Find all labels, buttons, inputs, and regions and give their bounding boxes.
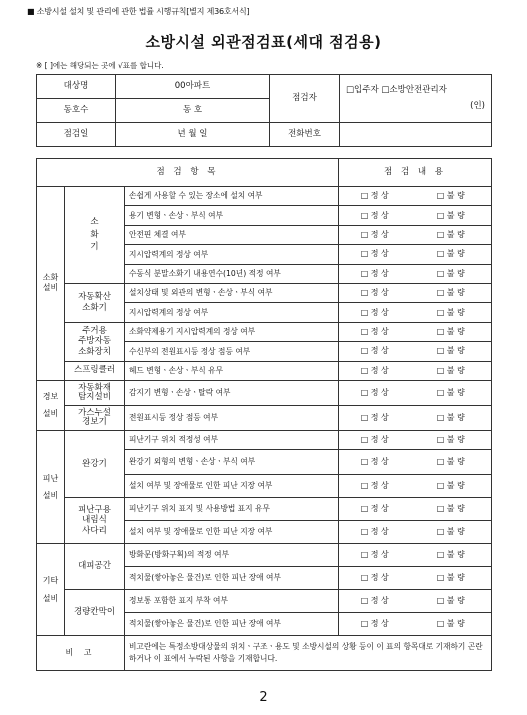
check-item: 수동식 분말소화기 내용연수(10년) 적정 여부 xyxy=(125,264,339,283)
normal-checkbox[interactable]: □ 정 상 xyxy=(339,590,411,613)
form-header-note: ■ 소방시설 설치 및 관리에 관한 법률 시행규칙[별지 제36호서식] xyxy=(27,7,250,16)
check-item: 설치 여부 및 장애물로 인한 피난 지장 여부 xyxy=(125,475,339,498)
inspection-checklist-table xyxy=(36,158,492,671)
page-number: 2 xyxy=(259,690,268,705)
normal-checkbox[interactable]: □ 정 상 xyxy=(339,361,411,380)
remarks-label: 비 고 xyxy=(37,636,125,671)
subcategory-sprinkler: 스프링클러 xyxy=(65,361,125,380)
check-item: 적치물(쌓아놓은 물건)로 인한 피난 장애 여부 xyxy=(125,613,339,636)
unit-label: 동호수 xyxy=(37,99,116,123)
items-header: 점 검 항 목 xyxy=(37,159,339,187)
normal-checkbox[interactable]: □ 정 상 xyxy=(339,430,411,449)
subcategory-lightweight-partition: 경량칸막이 xyxy=(65,590,125,636)
defect-checkbox[interactable]: □ 불 량 xyxy=(411,380,492,405)
check-item: 전원표시등 정상 점등 여부 xyxy=(125,405,339,430)
subcategory-descender: 완강기 xyxy=(65,430,125,497)
category-alarm: 경보 설비 xyxy=(37,380,65,430)
normal-checkbox[interactable]: □ 정 상 xyxy=(339,225,411,244)
normal-checkbox[interactable]: □ 정 상 xyxy=(339,322,411,341)
check-item: 지시압력계의 정상 여부 xyxy=(125,245,339,264)
check-item: 적치물(쌓아놓은 물건)로 인한 피난 장애 여부 xyxy=(125,567,339,590)
normal-checkbox[interactable]: □ 정 상 xyxy=(339,342,411,361)
target-name-label: 대상명 xyxy=(37,75,116,99)
check-item: 소화약제용기 지시압력계의 정상 여부 xyxy=(125,322,339,341)
check-item: 지시압력계의 정상 여부 xyxy=(125,303,339,322)
check-item: 용기 변형ㆍ손상ㆍ부식 여부 xyxy=(125,206,339,225)
category-fire-suppression: 소화 설비 xyxy=(37,187,65,381)
normal-checkbox[interactable]: □ 정 상 xyxy=(339,450,411,475)
normal-checkbox[interactable]: □ 정 상 xyxy=(339,613,411,636)
check-item: 손쉽게 사용할 수 있는 장소에 설치 여부 xyxy=(125,187,339,206)
inspector-label: 점검자 xyxy=(270,75,340,123)
check-item: 완강기 외형의 변형ㆍ손상ㆍ부식 여부 xyxy=(125,450,339,475)
normal-checkbox[interactable]: □ 정 상 xyxy=(339,567,411,590)
defect-checkbox[interactable]: □ 불 량 xyxy=(411,498,492,521)
subcategory-kitchen-auto-extinguisher: 주거용 주방자동 소화장치 xyxy=(65,322,125,361)
phone-label: 전화번호 xyxy=(270,123,340,147)
subcategory-gas-leak-alarm: 가스누설 경보기 xyxy=(65,405,125,430)
defect-checkbox[interactable]: □ 불 량 xyxy=(411,613,492,636)
normal-checkbox[interactable]: □ 정 상 xyxy=(339,521,411,544)
defect-checkbox[interactable]: □ 불 량 xyxy=(411,567,492,590)
form-title: 소방시설 외관점검표(세대 점검용) xyxy=(145,33,382,51)
defect-checkbox[interactable]: □ 불 량 xyxy=(411,225,492,244)
defect-checkbox[interactable]: □ 불 량 xyxy=(411,303,492,322)
inspection-info-table xyxy=(36,74,492,147)
check-item: 헤드 변형ㆍ손상ㆍ부식 유무 xyxy=(125,361,339,380)
defect-checkbox[interactable]: □ 불 량 xyxy=(411,361,492,380)
defect-checkbox[interactable]: □ 불 량 xyxy=(411,245,492,264)
inspector-type-checkboxes[interactable]: □입주자 □소방안전관리자 xyxy=(346,85,447,96)
seal-mark: (인) xyxy=(470,101,485,111)
check-item: 피난기구 위치 적정성 여부 xyxy=(125,430,339,449)
defect-checkbox[interactable]: □ 불 량 xyxy=(411,322,492,341)
normal-checkbox[interactable]: □ 정 상 xyxy=(339,303,411,322)
subcategory-auto-spread-extinguisher: 자동확산 소화기 xyxy=(65,283,125,322)
normal-checkbox[interactable]: □ 정 상 xyxy=(339,206,411,225)
defect-checkbox[interactable]: □ 불 량 xyxy=(411,450,492,475)
check-item: 설치 여부 및 장애물로 인한 피난 지장 여부 xyxy=(125,521,339,544)
subcategory-evacuation-space: 대피공간 xyxy=(65,544,125,590)
normal-checkbox[interactable]: □ 정 상 xyxy=(339,405,411,430)
inspection-date-value[interactable]: 년 월 일 xyxy=(116,123,270,147)
check-item: 피난기구 위치 표지 및 사용방법 표지 유무 xyxy=(125,498,339,521)
checkbox-instruction-note: ※ [ ]에는 해당되는 곳에 √표를 합니다. xyxy=(36,61,164,70)
normal-checkbox[interactable]: □ 정 상 xyxy=(339,544,411,567)
check-item: 방화문(방화구획)의 적정 여부 xyxy=(125,544,339,567)
defect-checkbox[interactable]: □ 불 량 xyxy=(411,283,492,302)
target-name-value[interactable]: 00아파트 xyxy=(116,75,270,99)
normal-checkbox[interactable]: □ 정 상 xyxy=(339,264,411,283)
category-other: 기타 설비 xyxy=(37,544,65,636)
defect-checkbox[interactable]: □ 불 량 xyxy=(411,544,492,567)
defect-checkbox[interactable]: □ 불 량 xyxy=(411,475,492,498)
check-item: 안전핀 체결 여부 xyxy=(125,225,339,244)
category-evacuation: 피난 설비 xyxy=(37,430,65,543)
defect-checkbox[interactable]: □ 불 량 xyxy=(411,187,492,206)
defect-checkbox[interactable]: □ 불 량 xyxy=(411,521,492,544)
normal-checkbox[interactable]: □ 정 상 xyxy=(339,187,411,206)
subcategory-escape-ladder: 피난구용 내림식 사다리 xyxy=(65,498,125,544)
defect-checkbox[interactable]: □ 불 량 xyxy=(411,206,492,225)
remarks-text[interactable]: 비고란에는 특정소방대상물의 위치ㆍ구조ㆍ용도 및 소방시설의 상황 등이 이 표의 항목대로 기재하기 곤란하거나 이 표에서 누락된 사항을 기재합니다. xyxy=(125,636,492,671)
check-item: 정보통 포함한 표지 부착 여부 xyxy=(125,590,339,613)
normal-checkbox[interactable]: □ 정 상 xyxy=(339,283,411,302)
normal-checkbox[interactable]: □ 정 상 xyxy=(339,475,411,498)
inspection-date-label: 점검일 xyxy=(37,123,116,147)
normal-checkbox[interactable]: □ 정 상 xyxy=(339,498,411,521)
check-item: 수신부의 전원표시등 정상 점등 여부 xyxy=(125,342,339,361)
check-item: 설치상태 및 외관의 변형ㆍ손상ㆍ부식 여부 xyxy=(125,283,339,302)
subcategory-auto-fire-detection: 자동화재 탐지설비 xyxy=(65,380,125,405)
check-item: 감지기 변형ㆍ손상ㆍ탈락 여부 xyxy=(125,380,339,405)
inspector-options[interactable] xyxy=(340,75,492,123)
normal-checkbox[interactable]: □ 정 상 xyxy=(339,245,411,264)
defect-checkbox[interactable]: □ 불 량 xyxy=(411,264,492,283)
subcategory-extinguisher: 소 화 기 xyxy=(65,187,125,284)
result-header: 점 검 내 용 xyxy=(339,159,492,187)
unit-value[interactable]: 동 호 xyxy=(116,99,270,123)
phone-value[interactable] xyxy=(340,123,492,147)
defect-checkbox[interactable]: □ 불 량 xyxy=(411,342,492,361)
defect-checkbox[interactable]: □ 불 량 xyxy=(411,590,492,613)
normal-checkbox[interactable]: □ 정 상 xyxy=(339,380,411,405)
defect-checkbox[interactable]: □ 불 량 xyxy=(411,405,492,430)
defect-checkbox[interactable]: □ 불 량 xyxy=(411,430,492,449)
